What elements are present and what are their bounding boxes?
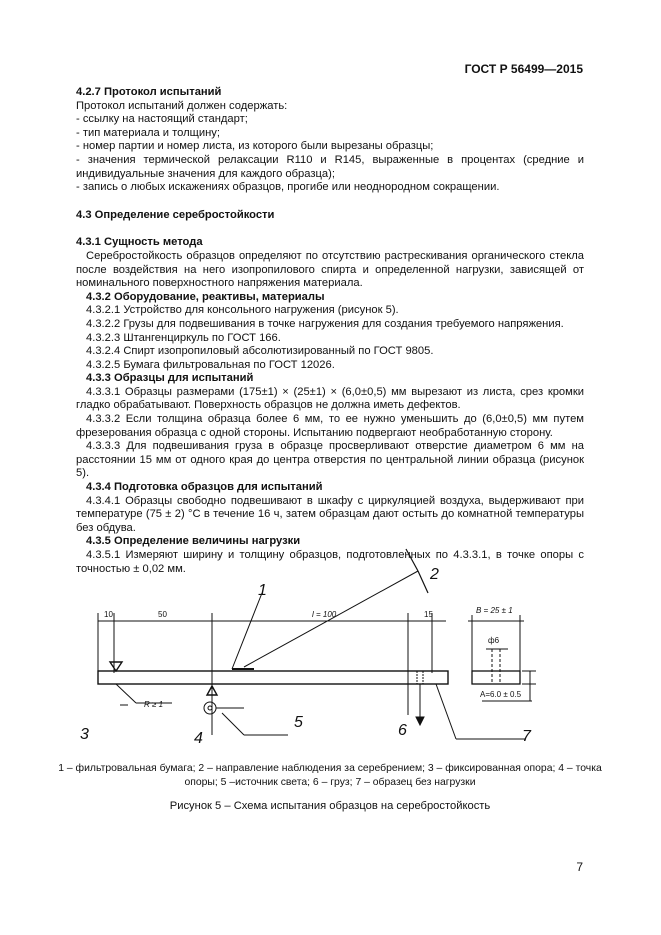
label-4: 4	[194, 730, 203, 747]
list-item: 4.3.2.5 Бумага фильтровальная по ГОСТ 12026.	[86, 358, 335, 371]
caption-line: 1 – фильтровальная бумага; 2 – направление наблюдения за серебрением; 3 – фиксированная опора; 4 – точка	[58, 763, 602, 774]
dimension-10: 10	[104, 610, 113, 619]
dimension-15: 15	[424, 610, 433, 619]
dimension-r: R ≥ 1	[144, 700, 164, 709]
section-4-3-4-title: 4.3.4 Подготовка образцов для испытаний	[86, 481, 323, 494]
label-6: 6	[398, 722, 407, 739]
list-item: - номер партии и номер листа, из которого были вырезаны образцы;	[76, 140, 434, 153]
section-4-3-5-title: 4.3.5 Определение величины нагрузки	[86, 535, 301, 548]
dimension-a: A=6.0 ± 0.5	[480, 690, 522, 699]
figure-title: Рисунок 5 – Схема испытания образцов на серебростойкость	[169, 800, 491, 812]
body-text	[76, 86, 584, 576]
list-item: - запись о любых искажениях образцов, прогибе или неоднородном сокращении.	[76, 181, 500, 194]
list-item: 4.3.2.3 Штангенциркуль по ГОСТ 166.	[86, 331, 281, 344]
section-4-3-4-text: 4.3.4.1 Образцы свободно подвешивают в шкафу с циркуляцией воздуха, выдерживают при температуре (75 ± 2) °C в течение 16 ч, затем образцам дают остыть до комнатной температуры без обдува.	[76, 494, 584, 534]
section-4-3-title: 4.3 Определение серебростойкости	[76, 208, 275, 221]
caption-line: опоры; 5 –источник света; 6 – груз; 7 – образец без нагрузки	[184, 777, 476, 788]
light-source	[204, 702, 216, 714]
list-item: 4.3.3.2 Если толщина образца более 6 мм, то ее нужно уменьшить до (6,0±0,5) мм путем фрезерования образца с одной стороны. Испытанию подвергают необработанную сторону.	[76, 413, 584, 439]
section-4-3-3-title: 4.3.3 Образцы для испытаний	[86, 372, 254, 385]
list-item: 4.3.3.3 Для подвешивания груза в образце просверливают отверстие диаметром 6 мм на расстоянии 15 мм от одного края до центра отверстия по центральной линии образца (рисунок 5).	[76, 440, 584, 480]
specimen-beam	[98, 671, 448, 684]
section-4-3-1-title: 4.3.1 Сущность метода	[76, 236, 203, 249]
section-4-3-5-text: 4.3.5.1 Измеряют ширину и толщину образцов, подготовленных по 4.3.3.1, в точке опоры с точностью ± 0,02 мм.	[76, 549, 584, 575]
list-item: - тип материала и толщину;	[76, 126, 221, 139]
dimension-phi: ф6	[488, 636, 500, 645]
section-4-2-7-intro: Протокол испытаний должен содержать:	[76, 99, 288, 112]
list-item: 4.3.2.1 Устройство для консольного нагружения (рисунок 5).	[86, 304, 399, 317]
label-3: 3	[80, 726, 89, 743]
figure-caption	[40, 762, 620, 790]
list-item: 4.3.2.4 Спирт изопропиловый абсолютизированный по ГОСТ 9805.	[86, 345, 434, 358]
fixed-support	[110, 662, 122, 671]
list-item: 4.3.3.1 Образцы размерами (175±1) × (25±1) × (6,0±0,5) мм вырезают из листа, срез кромки гладко обрабатывают. Поверхность образцов не должна иметь дефектов.	[76, 385, 584, 412]
dimension-b: B = 25 ± 1	[476, 606, 513, 615]
label-2: 2	[430, 566, 439, 583]
section-4-2-7-title: 4.2.7 Протокол испытаний	[76, 86, 222, 98]
cross-section	[472, 671, 520, 684]
label-1: 1	[258, 582, 267, 599]
list-item: - ссылку на настоящий стандарт;	[76, 113, 248, 126]
label-5: 5	[294, 714, 303, 731]
page-number: 7	[576, 860, 583, 874]
list-item: - значения термической релаксации R110 и R145, выраженные в процентах (средние и индивидуальные значения для каждого образца);	[76, 153, 584, 180]
dimension-50: 50	[158, 610, 167, 619]
document-header: ГОСТ Р 56499—2015	[464, 62, 583, 76]
list-item: 4.3.2.2 Грузы для подвешивания в точке нагружения для создания требуемого напряжения.	[86, 317, 564, 330]
section-4-3-2-title: 4.3.2 Оборудование, реактивы, материалы	[86, 290, 325, 303]
label-7: 7	[522, 728, 531, 745]
figure-5-diagram	[76, 545, 586, 755]
dimension-l: l = 100	[312, 610, 337, 619]
section-4-3-1-text: Серебростойкость образцов определяют по отсутствию растрескивания органического стекла после воздействия на него изопропилового спирта и определенной нагрузки, зависящей от номинального поверхностного напряжения материала.	[76, 249, 584, 290]
